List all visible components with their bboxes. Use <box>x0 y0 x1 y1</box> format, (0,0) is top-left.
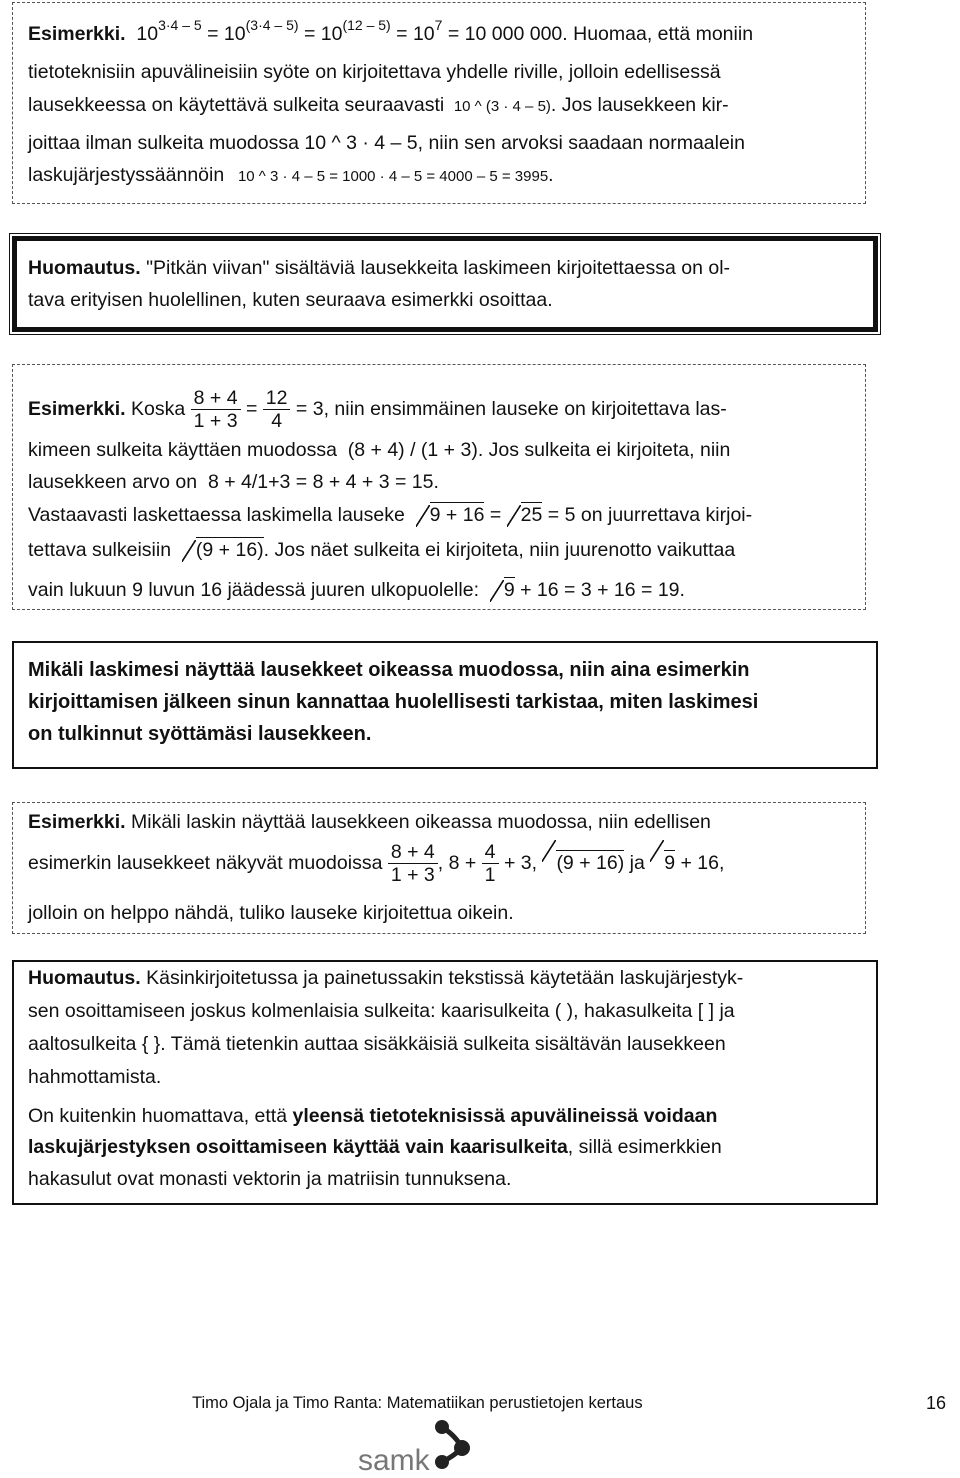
note2-p2-line-3: hakasulut ovat monasti vektorin ja matriisin tunnuksena. <box>28 1168 512 1190</box>
warning-line-1: Mikäli laskimesi näyttää lausekkeet oikeassa muodossa, niin aina esimerkin <box>28 659 750 681</box>
ex1-line-2: tietoteknisiin apuvälineisiin syöte on kirjoitettava yhdelle riville, jolloin edellisessä <box>28 61 721 83</box>
ex1-line-3: lausekkeessa on käytettävä sulkeita seuraavasti 10 ^ (3 · 4 – 5). Jos lausekkeen kir- <box>28 94 729 116</box>
warning-line-3: on tulkinnut syöttämäsi lausekkeen. <box>28 723 372 745</box>
samk-logo-graphic <box>356 1418 496 1472</box>
note2-line-3: aaltosulkeita { }. Tämä tietenkin auttaa sisäkkäisiä sulkeita sisältävän lausekkeen <box>28 1033 726 1055</box>
ex2-line-6: vain lukuun 9 luvun 16 jäädessä juuren ulkopuolelle: 9 + 16 = 3 + 16 = 19. <box>28 579 685 601</box>
ex1-label: Esimerkki. <box>28 23 126 45</box>
note1-line-1: Huomautus. "Pitkän viivan" sisältäviä lausekkeita laskimeen kirjoitettaessa on ol- <box>28 257 731 279</box>
ex1-line-1: Esimerkki. $10^{3\cdot 4 - 5} = 10^{(3\cdot 4 - 5)} = 10^{(12 - 5)} = 10^7 = 10$ 000 000. Huomaa, että moniin <box>28 17 754 45</box>
note2-p2-line-2: laskujärjestyksen osoittamiseen käyttää vain kaarisulkeita, sillä esimerkkien <box>28 1136 722 1158</box>
ex2-line-4: Vastaavasti laskettaessa laskimella lauseke 9 + 16 = 25 = 5 on juurrettava kirjoi- <box>28 504 753 526</box>
note2-p2-line-1: On kuitenkin huomattava, että yleensä tietoteknisissä apuvälineissä voidaan <box>28 1105 718 1127</box>
ex3-line-2: esimerkin lausekkeet näkyvät muodoissa $\frac{8 + 4}{1 + 3}$ , 8 + $\frac{4}{1}$ + 3, (9 + 16) ja 9 + 16, <box>28 838 724 888</box>
ex2-line-2: kimeen sulkeita käyttäen muodossa (8 + 4) / (1 + 3). Jos sulkeita ei kirjoiteta, niin <box>28 439 731 461</box>
page-number: 16 <box>926 1393 947 1413</box>
ex1-line-5: laskujärjestyssäännöin 10 ^ 3 · 4 – 5 = 1000 · 4 – 5 = 4000 – 5 = 3995. <box>28 164 554 186</box>
note2-line-2: sen osoittamiseen joskus kolmenlaisia sulkeita: kaarisulkeita ( ), hakasulkeita [ ] ja <box>28 1000 735 1022</box>
note2-line-4: hahmottamista. <box>28 1066 162 1088</box>
note-box-1 <box>12 236 878 332</box>
ex3-line-3: jolloin on helppo nähdä, tuliko lauseke kirjoitettua oikein. <box>28 902 514 924</box>
samk-logo <box>356 1418 496 1472</box>
footer-title: Timo Ojala ja Timo Ranta: Matematiikan perustietojen kertaus <box>192 1394 643 1412</box>
svg-text:samk: samk <box>358 1444 430 1472</box>
note2-line-1: Huomautus. Käsinkirjoitetussa ja painetussakin tekstissä käytetään laskujärjestyk- <box>28 967 744 989</box>
ex1-line-4: joittaa ilman sulkeita muodossa 10 ^ 3 · 4 – 5, niin sen arvoksi saadaan normaalein <box>28 132 745 154</box>
warning-line-2: kirjoittamisen jälkeen sinun kannattaa huolellisesti tarkistaa, miten laskimesi <box>28 691 759 713</box>
ex3-line-1: Esimerkki. Mikäli laskin näyttää lausekkeen oikeassa muodossa, niin edellisen <box>28 811 711 833</box>
ex2-line-5: tettava sulkeisiin (9 + 16). Jos näet sulkeita ei kirjoiteta, niin juurenotto vaikuttaa <box>28 539 736 561</box>
ex2-line-1: Esimerkki. Koska $\frac{8 + 4}{1 + 3}$ = $\frac{12}{4}$ = 3, niin ensimmäinen lauseke on kirjoitettava las- <box>28 387 727 433</box>
ex2-line-3: lausekkeen arvo on 8 + 4/1+3 = 8 + 4 + 3 = 15. <box>28 471 439 493</box>
note1-line-2: tava erityisen huolellinen, kuten seuraava esimerkki osoittaa. <box>28 289 553 311</box>
